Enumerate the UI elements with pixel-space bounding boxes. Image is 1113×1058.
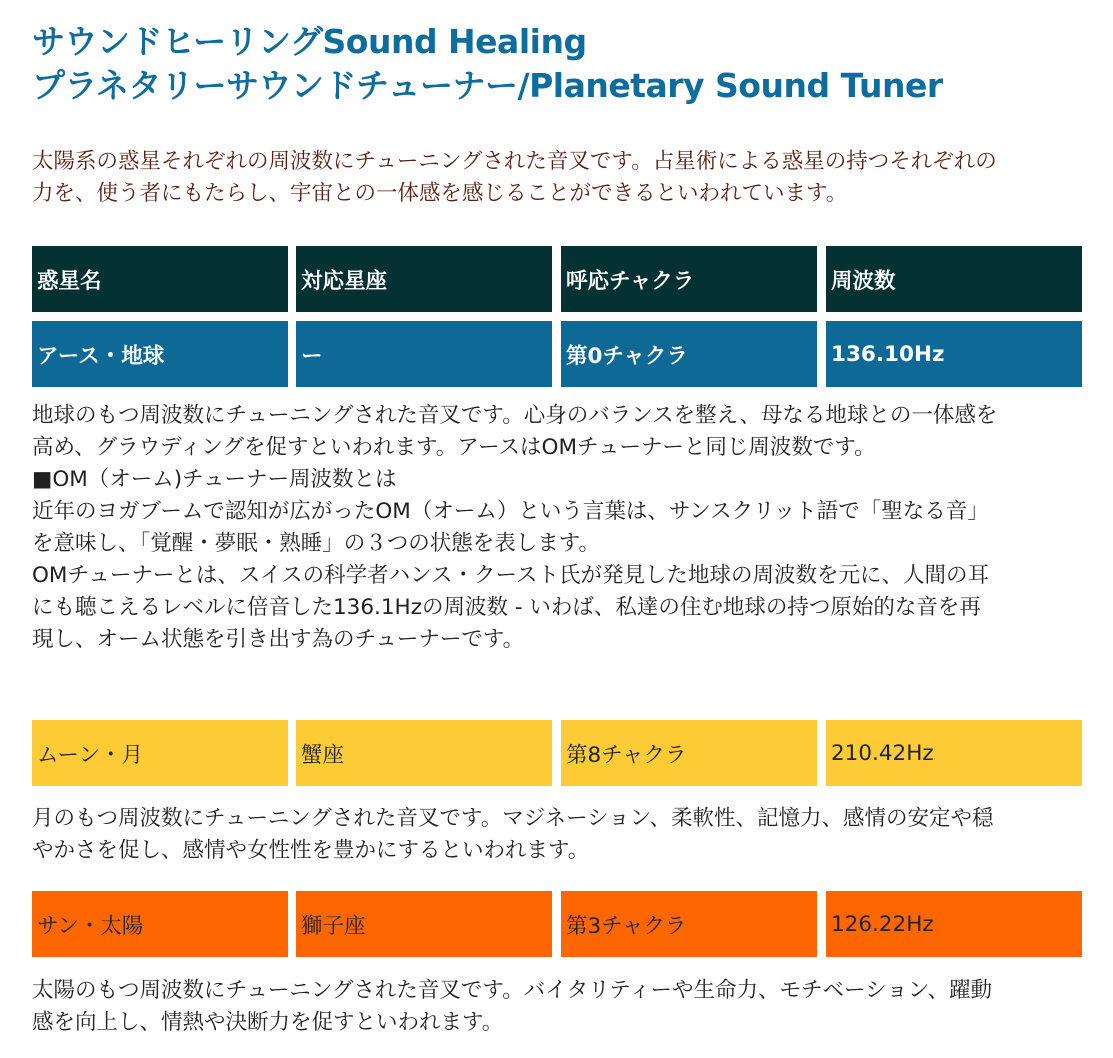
frequency: 210.42Hz [826,720,1082,786]
intro-text [32,146,1092,210]
description-line: OMチューナーとは、スイスの科学者ハンス・クースト氏が発見した地球の周波数を元に、人間の耳 [32,563,989,588]
description-line: 高め、グラウディングを促すといわれます。アースはOMチューナーと同じ周波数です。 [32,435,876,460]
earth-description [32,400,1088,656]
constellation: ー [296,321,552,387]
frequency: 136.10Hz [826,321,1082,387]
page-title: サウンドヒーリングSound Healing [32,22,587,61]
page-subtitle: プラネタリーサウンドチューナー/Planetary Sound Tuner [32,66,943,105]
planet-name: サン・太陽 [32,891,288,957]
description-line: 近年のヨガブームで認知が広がったOM（オーム）という言葉は、サンスクリット語で「聖なる音」 [32,499,989,524]
chakra: 第8チャクラ [561,720,817,786]
moon-description [32,803,1088,867]
table-row-sun [32,891,1082,957]
planet-name: アース・地球 [32,321,288,387]
chakra: 第3チャクラ [561,891,817,957]
frequency: 126.22Hz [826,891,1082,957]
table-row-earth [32,321,1082,387]
intro-line: 太陽系の惑星それぞれの周波数にチューニングされた音叉です。占星術による惑星の持つそれぞれの [32,149,997,174]
planet-name: ムーン・月 [32,720,288,786]
description-line: 月のもつ周波数にチューニングされた音叉です。マジネーション、柔軟性、記憶力、感情の安定や穏 [32,806,994,831]
description-line: 感を向上し、情熱や決断力を促すといわれます。 [32,1010,504,1035]
header-chakra: 呼応チャクラ [561,246,817,312]
description-line: 地球のもつ周波数にチューニングされた音叉です。心身のバランスを整え、母なる地球との一体感を [32,403,998,428]
description-line: 現し、オーム状態を引き出す為のチューナーです。 [32,627,525,652]
description-line: やかさを促し、感情や女性性を豊かにするといわれます。 [32,838,590,863]
table-row-moon [32,720,1082,786]
description-line: ■OM（オーム)チューナー周波数とは [32,467,397,492]
description-line: にも聴こえるレベルに倍音した136.1Hzの周波数 - いわば、私達の住む地球の持つ原始的な音を再 [32,595,981,620]
sun-description [32,975,1088,1039]
header-planet-name: 惑星名 [32,246,288,312]
constellation: 獅子座 [296,891,552,957]
description-line: 太陽のもつ周波数にチューニングされた音叉です。バイタリティーや生命力、モチベーション、躍動 [32,978,992,1003]
header-frequency: 周波数 [826,246,1082,312]
chakra: 第0チャクラ [561,321,817,387]
description-line: を意味し、「覚醒・夢眠・熟睡」の３つの状態を表します。 [32,531,601,556]
intro-line: 力を、使う者にもたらし、宇宙との一体感を感じることができるといわれています。 [32,181,848,206]
table-header-row [32,246,1082,312]
header-constellation: 対応星座 [296,246,552,312]
constellation: 蟹座 [296,720,552,786]
